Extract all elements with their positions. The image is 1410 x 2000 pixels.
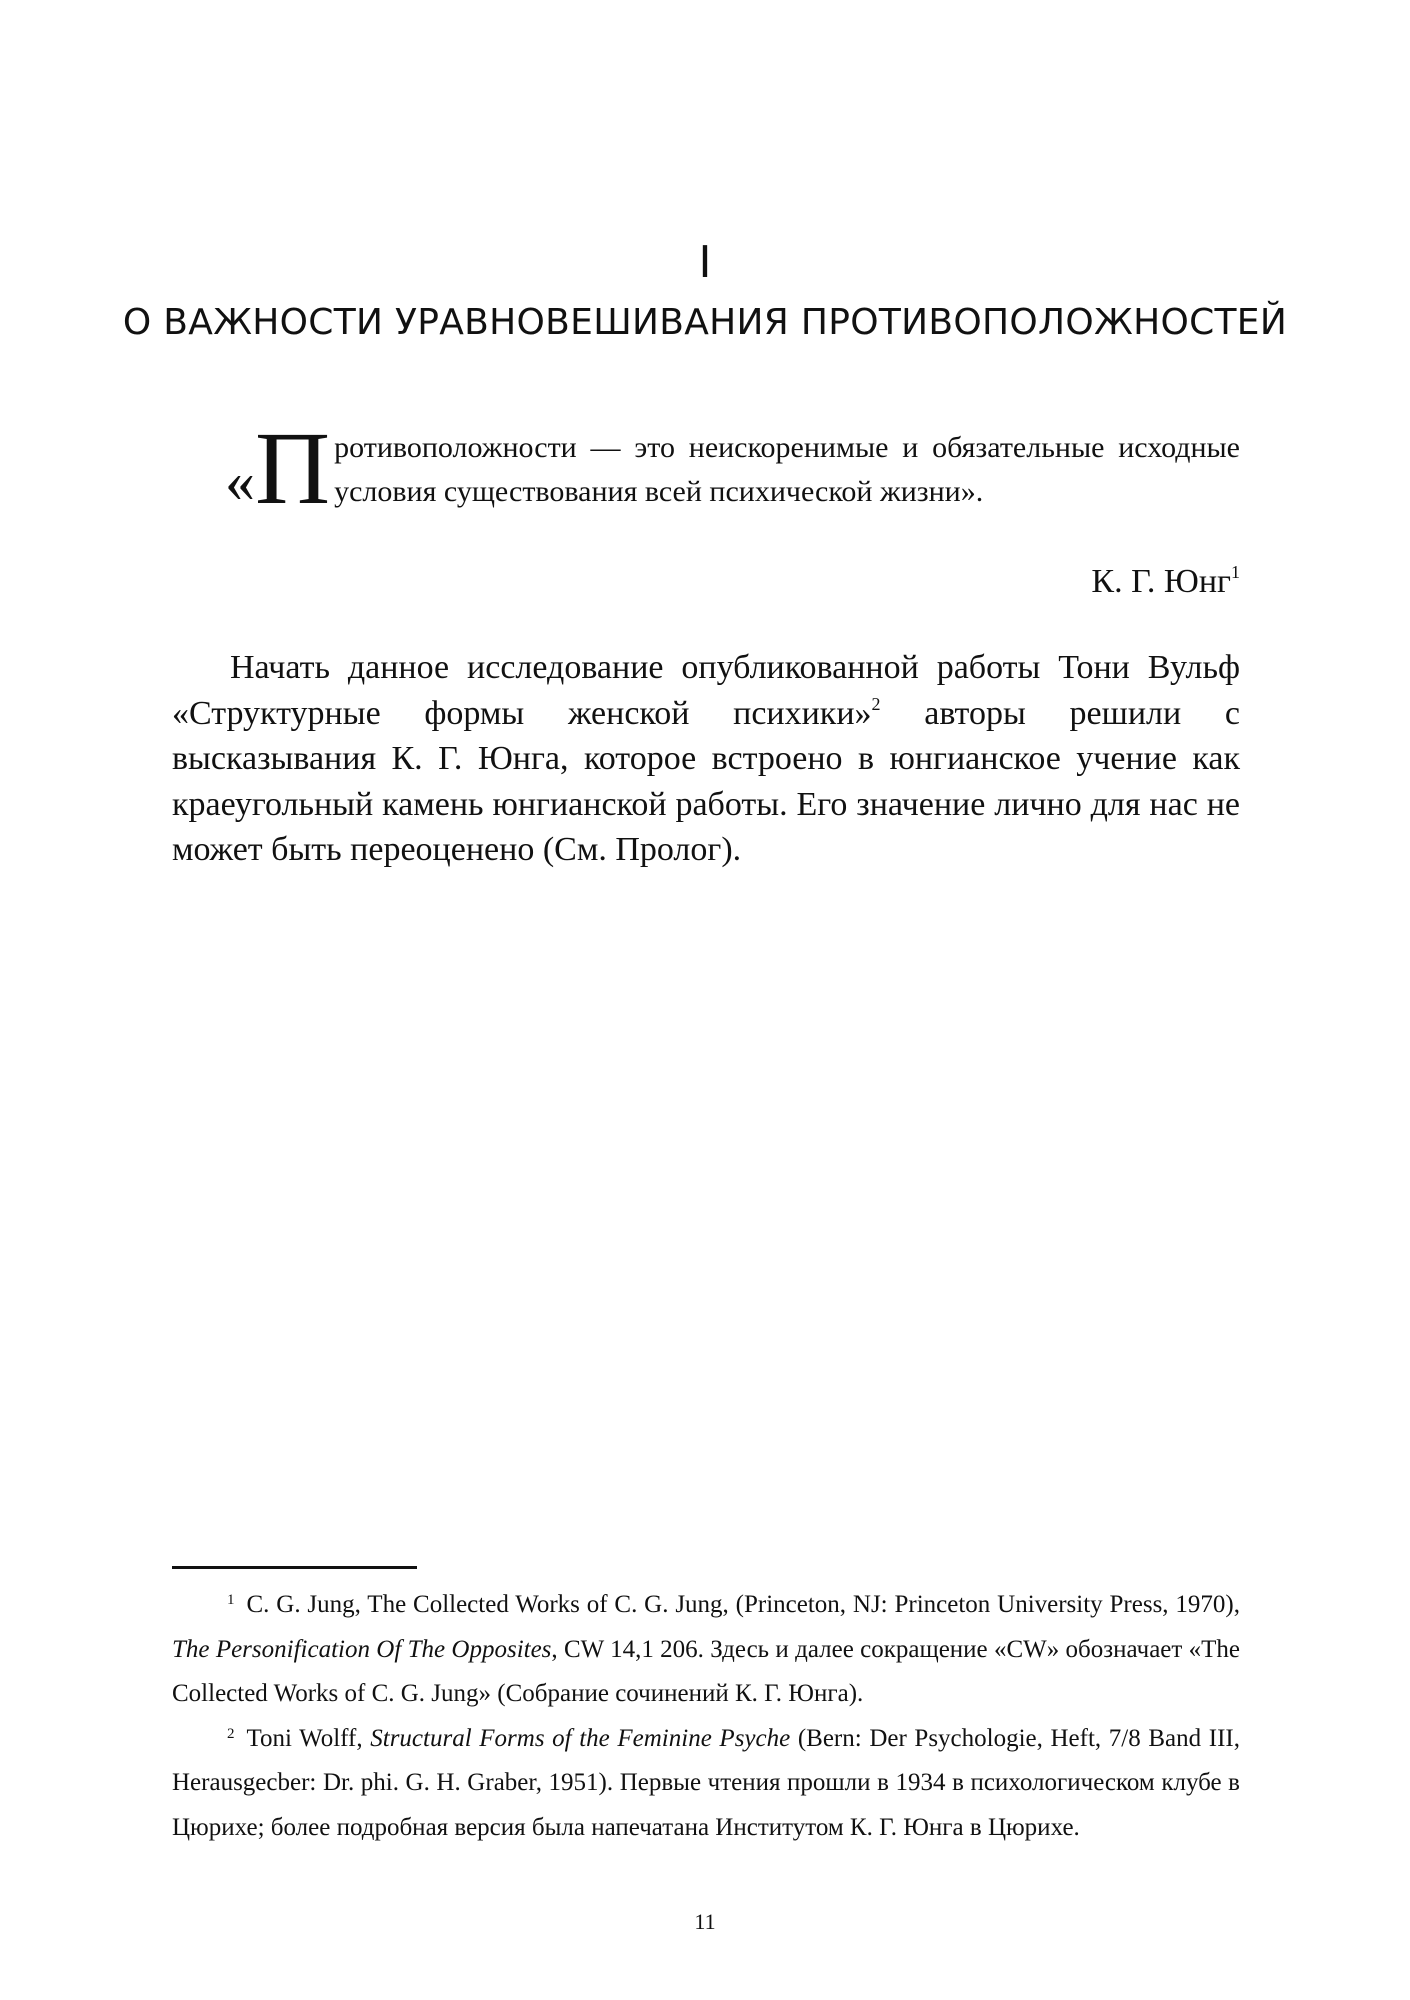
epigraph-text: ротивоположности — это неискоренимые и обязательные исходные условия существования всей психической жизни».	[334, 431, 1240, 508]
epigraph-drop-letter: П	[255, 411, 331, 526]
epigraph-attribution	[900, 560, 1240, 604]
epigraph-drop-cap	[225, 411, 331, 526]
body-text-part2: авторы решили с высказывания К. Г. Юнга, которое встроено в юнгианское учение как краеугольный камень юнгианской работы. Его значение лично для нас не может быть переоценено (См. Пролог).	[172, 694, 1240, 868]
page-number: 11	[694, 1909, 716, 1934]
footnote-ref-1[interactable]: 1	[1231, 562, 1240, 582]
epigraph-open-quote: «	[225, 448, 255, 514]
footnote-italic-title: The Personification Of The Opposites	[172, 1635, 552, 1663]
footnote-text: , CW 14,1 206. Здесь и далее сокращение «CW» обозначает «The Collected Works of C. G. Jung» (Собрание сочинений К. Г. Юнга).	[172, 1635, 1240, 1707]
footnote-divider	[172, 1566, 417, 1569]
footnote-number: 2	[227, 1725, 235, 1742]
epigraph	[225, 411, 1240, 526]
body-text-part1: Начать данное исследование опубликованной работы Тони Вульф «Структурные формы женской психики»	[172, 649, 1240, 732]
footnote-text: (Bern: Der Psychologie, Heft, 7/8 Band III, Herausgecber: Dr. phi. G. H. Graber, 1951). Первые чтения прошли в 1934 в психологическом клубе в Цюрихе; более подробная версия была напечатана Институтом К. Г. Юнга в Цюрихе.	[172, 1724, 1240, 1841]
chapter-title: О ВАЖНОСТИ УРАВНОВЕШИВАНИЯ ПРОТИВОПОЛОЖНОСТЕЙ	[122, 302, 1288, 343]
footnotes	[172, 1583, 1240, 1850]
chapter-number: I	[698, 237, 712, 288]
footnote-text: C. G. Jung, The Collected Works of C. G. Jung, (Princeton, NJ: Princeton University Press, 1970),	[246, 1591, 1240, 1618]
footnote-2	[172, 1717, 1240, 1851]
footnote-ref-2[interactable]: 2	[871, 693, 881, 714]
footnote-number: 1	[227, 1592, 235, 1608]
footnote-1	[172, 1583, 1240, 1717]
footnote-italic-title: Structural Forms of the Feminine Psyche	[370, 1724, 791, 1752]
epigraph-author: К. Г. Юнг	[1091, 563, 1231, 600]
body-paragraph	[172, 645, 1240, 873]
footnote-text: Toni Wolff,	[246, 1724, 371, 1752]
